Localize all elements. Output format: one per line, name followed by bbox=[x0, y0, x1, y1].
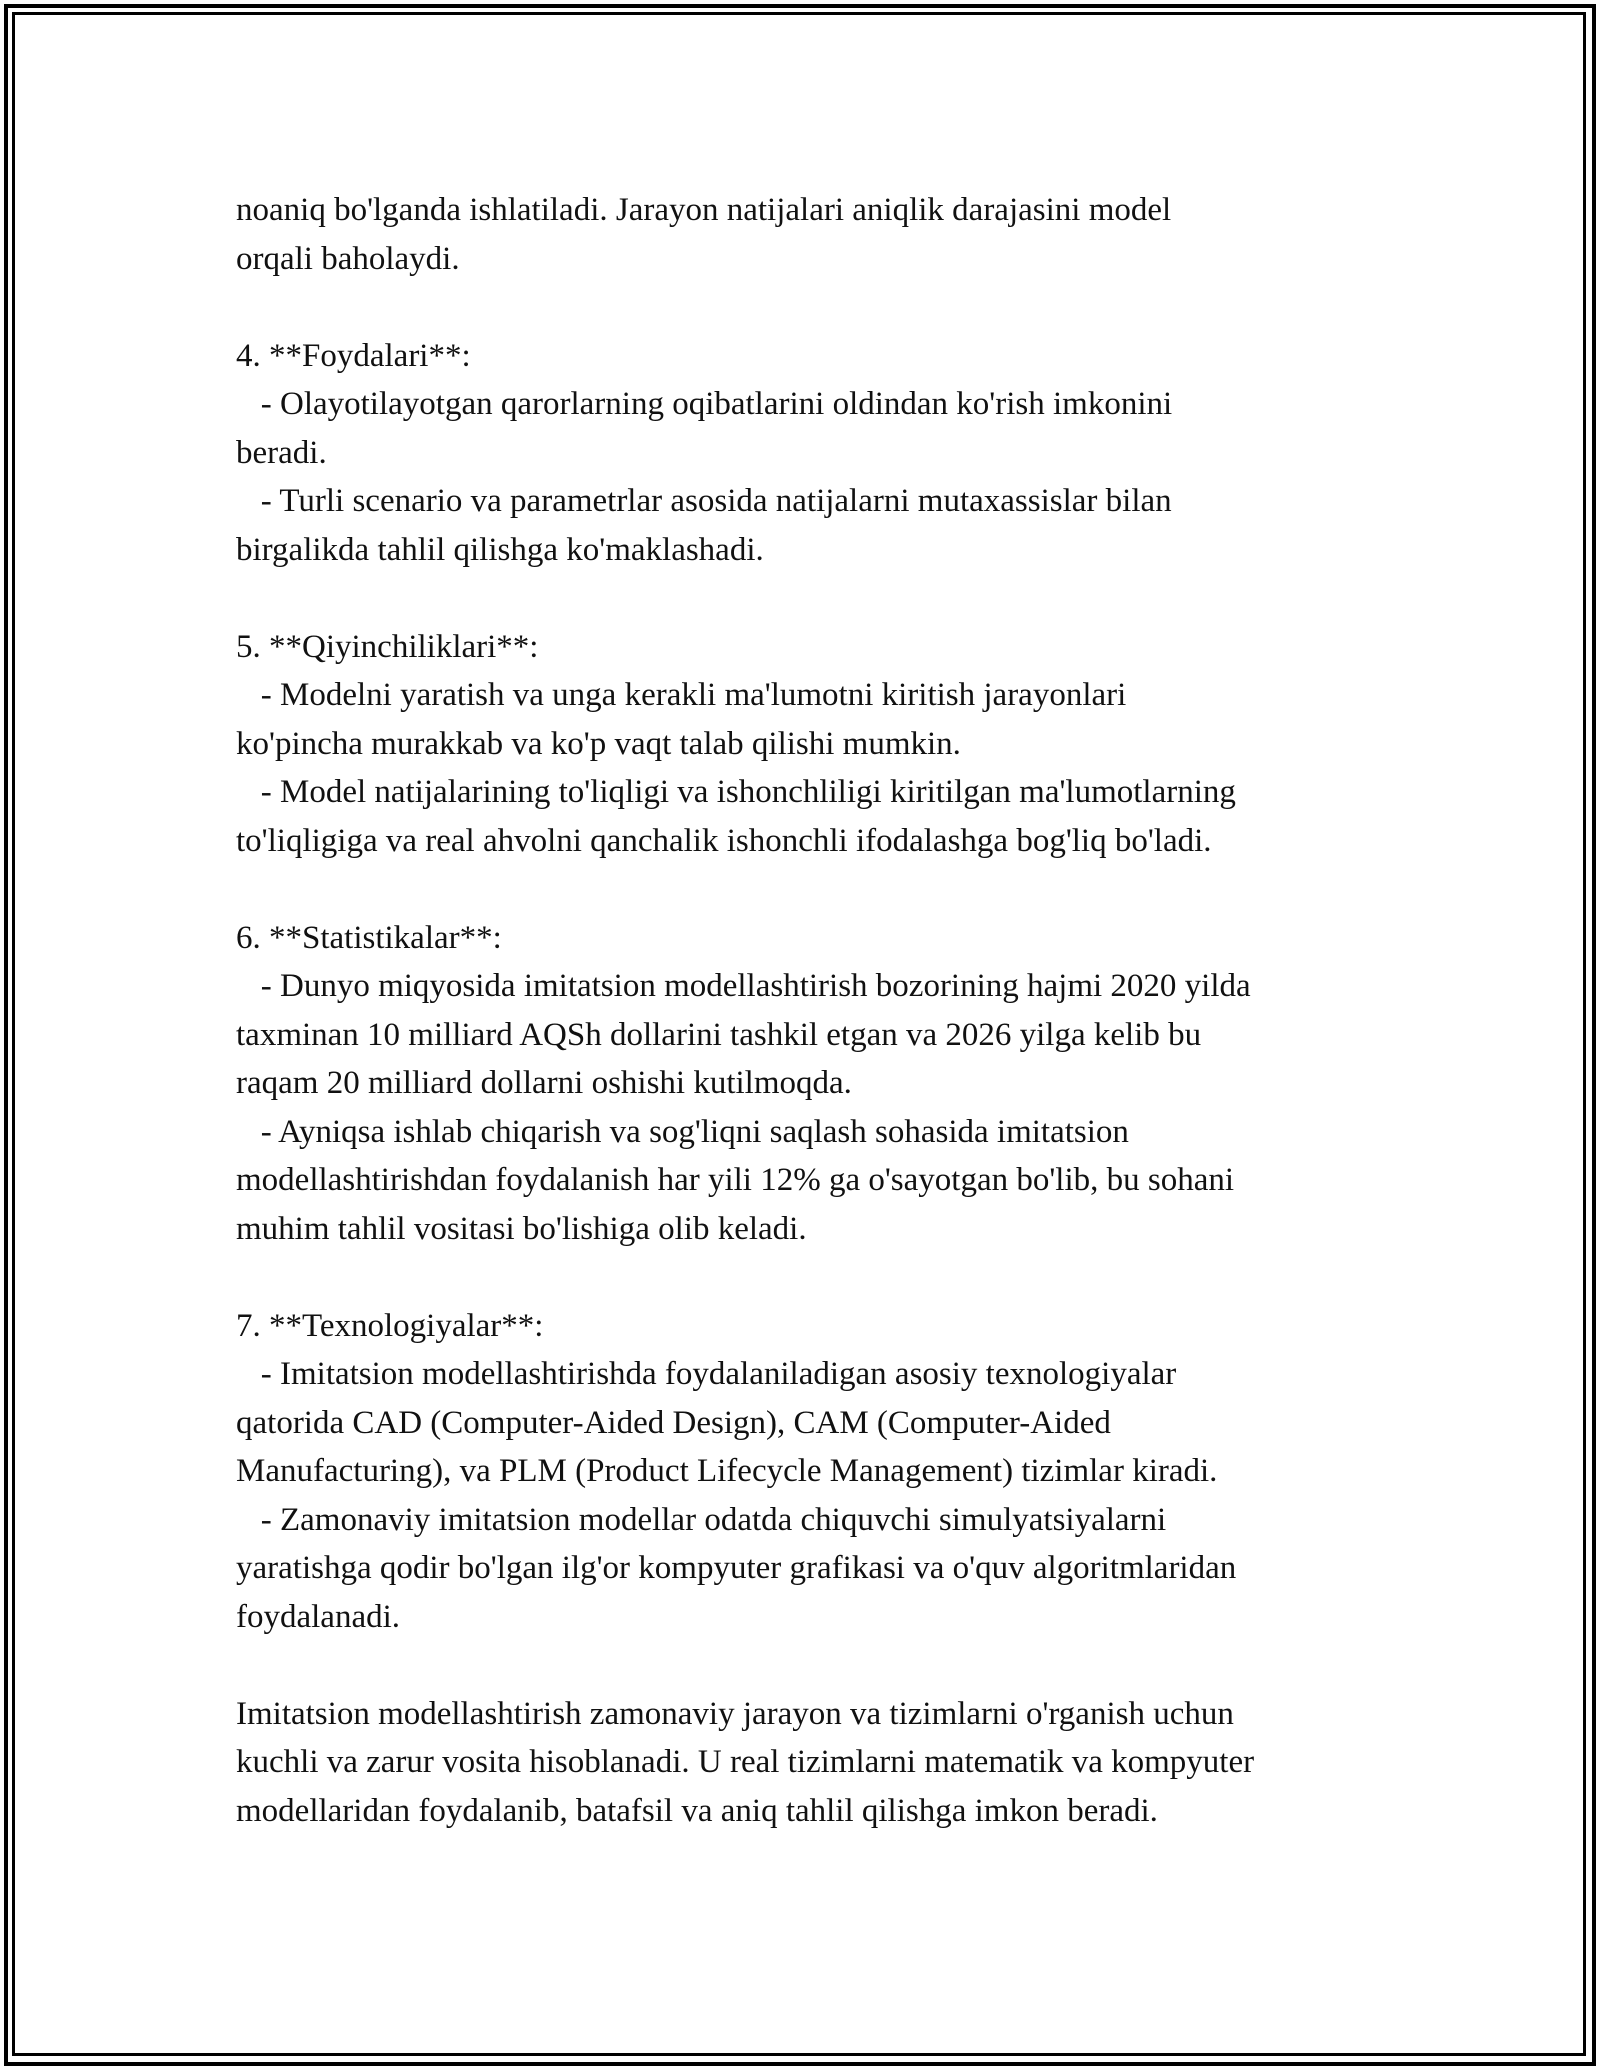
text-line: taxminan 10 milliard AQSh dollarini tashkil etgan va 2026 yilga kelib bu bbox=[236, 1016, 1202, 1053]
text-line: to'liqligiga va real ahvolni qanchalik ishonchli ifodalashga bog'liq bo'ladi. bbox=[236, 822, 1212, 859]
section-qiyinchiliklari bbox=[236, 623, 1386, 866]
section-heading: 4. **Foydalari**: bbox=[236, 337, 471, 374]
text-line: muhim tahlil vositasi bo'lishiga olib keladi. bbox=[236, 1210, 807, 1247]
text-line: - Zamonaviy imitatsion modellar odatda chiquvchi simulyatsiyalarni bbox=[236, 1501, 1167, 1538]
text-line: kuchli va zarur vosita hisoblanadi. U real tizimlarni matematik va kompyuter bbox=[236, 1744, 1255, 1780]
text-line: yaratishga qodir bo'lgan ilg'or kompyuter grafikasi va o'quv algoritmlaridan bbox=[236, 1550, 1237, 1586]
text-line: Manufacturing), va PLM (Product Lifecycle Management) tizimlar kiradi. bbox=[236, 1453, 1218, 1489]
text-line: foydalanadi. bbox=[236, 1598, 401, 1635]
text-line: - Model natijalarining to'liqligi va ishonchliligi kiritilgan ma'lumotlarning bbox=[236, 774, 1236, 810]
text-line: modellaridan foydalanib, batafsil va aniq tahlil qilishga imkon beradi. bbox=[236, 1792, 1158, 1829]
text-line: noaniq bo'lganda ishlatiladi. Jarayon natijalari aniqlik darajasini model bbox=[236, 192, 1172, 228]
text-line: Imitatsion modellashtirish zamonaviy jarayon va tizimlarni o'rganish uchun bbox=[236, 1695, 1234, 1732]
paragraph-spacer bbox=[236, 865, 1386, 914]
section-foydalari bbox=[236, 332, 1386, 575]
text-line: - Ayniqsa ishlab chiqarish va sog'liqni saqlash sohasida imitatsion bbox=[236, 1113, 1129, 1150]
text-line: - Imitatsion modellashtirishda foydalaniladigan asosiy texnologiyalar bbox=[236, 1356, 1177, 1392]
text-line: qatorida CAD (Computer-Aided Design), CAM (Computer-Aided bbox=[236, 1404, 1111, 1441]
text-line: ko'pincha murakkab va ko'p vaqt talab qilishi mumkin. bbox=[236, 725, 961, 762]
paragraph-spacer bbox=[236, 283, 1386, 332]
text-line: birgalikda tahlil qilishga ko'maklashadi. bbox=[236, 531, 764, 568]
paragraph-spacer bbox=[236, 574, 1386, 623]
intro-paragraph bbox=[236, 186, 1386, 283]
text-line: - Modelni yaratish va unga kerakli ma'lumotni kiritish jarayonlari bbox=[236, 677, 1127, 713]
section-heading: 7. **Texnologiyalar**: bbox=[236, 1307, 544, 1344]
section-texnologiyalar bbox=[236, 1302, 1386, 1642]
text-line: orqali baholaydi. bbox=[236, 240, 460, 277]
paragraph-spacer bbox=[236, 1253, 1386, 1302]
section-heading: 6. **Statistikalar**: bbox=[236, 919, 502, 956]
section-heading: 5. **Qiyinchiliklari**: bbox=[236, 628, 539, 665]
text-line: - Olayotilayotgan qarorlarning oqibatlarini oldindan ko'rish imkonini bbox=[236, 386, 1173, 422]
section-statistikalar bbox=[236, 914, 1386, 1254]
text-line: - Dunyo miqyosida imitatsion modellashtirish bozorining hajmi 2020 yilda bbox=[236, 968, 1251, 1004]
text-line: modellashtirishdan foydalanish har yili 12% ga o'sayotgan bo'lib, bu sohani bbox=[236, 1162, 1235, 1198]
document-body bbox=[236, 186, 1386, 1835]
text-line: raqam 20 milliard dollarni oshishi kutilmoqda. bbox=[236, 1065, 852, 1101]
paragraph-spacer bbox=[236, 1641, 1386, 1690]
conclusion-paragraph bbox=[236, 1690, 1386, 1836]
text-line: - Turli scenario va parametrlar asosida natijalarni mutaxassislar bilan bbox=[236, 483, 1172, 519]
text-line: beradi. bbox=[236, 434, 327, 471]
